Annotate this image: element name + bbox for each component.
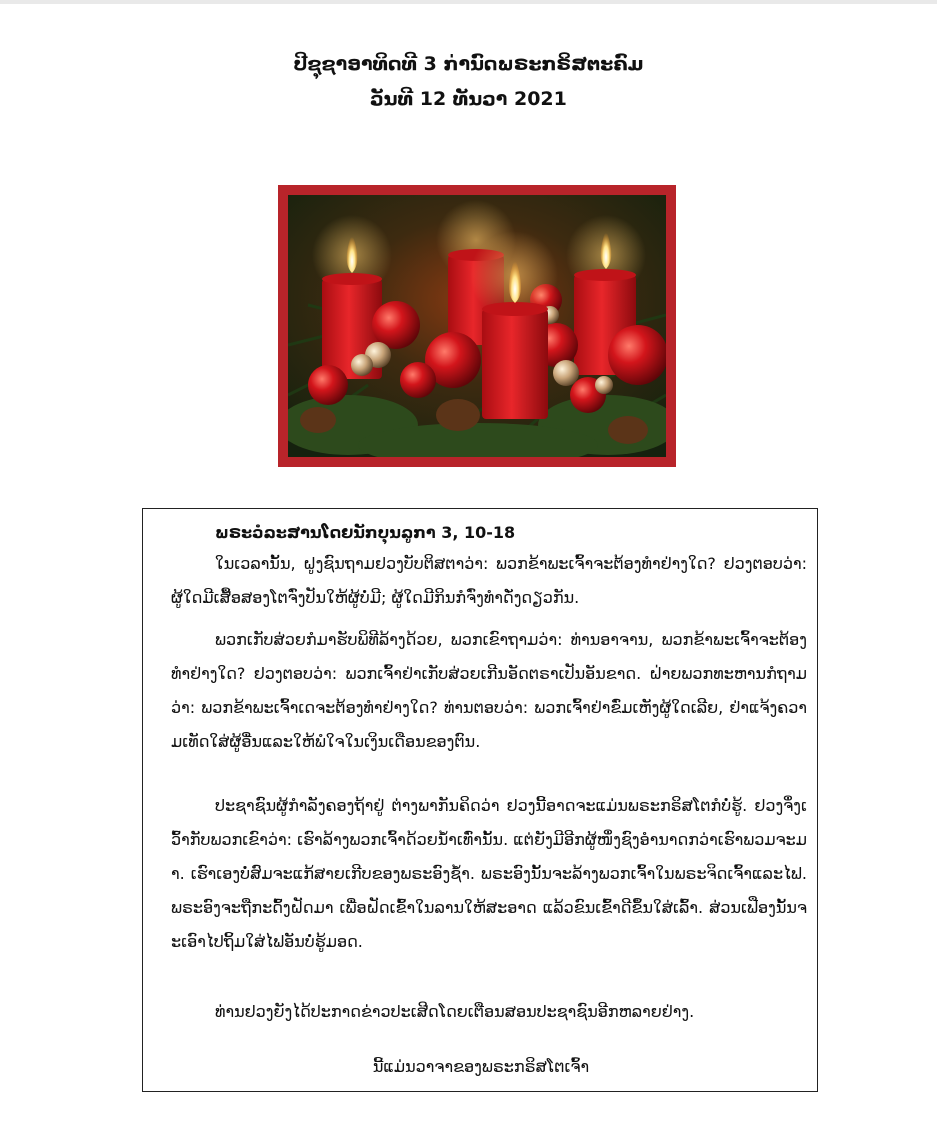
reading-paragraph-2: ພວກເກັບສ່ວຍກໍມາຮັບພິທີລ້າງດ້ວຍ, ພວກເຂົາຖາມວ່າ: ທ່ານອາຈານ, ພວກຂ້າພະເຈົ້າຈະຕ້ອງທຳຢ່າງໃດ? ຢວງຕອບວ່າ: ພວກເຈົ້າຢ່າເກັບສ່ວຍເກີນອັດຕຣາເປັນອັນຂາດ. ຝ່າຍພວກທະຫານກໍຖາມວ່າ: ພວກຂ້າພະເຈົ້າເດຈະຕ້ອງທຳຢ່າງໃດ? ທ່ານຕອບວ່າ: ພວກເຈົ້າຢ່າຂົ່ມເຫັງຜູ້ໃດເລີຍ, ຢ່າແຈ້ງຄວາມເທັດໃສ່ຜູ້ອື່ນແລະໃຫ້ພໍໃຈໃນເງິນເດືອນຂອງຕົນ. — [171, 630, 807, 751]
reading-paragraph-4: ທ່ານຢວງຍັງໄດ້ປະກາດຂ່າວປະເສີດໂດຍເຕືອນສອນປະຊາຊົນອີກຫລາຍຢ່າງ. — [215, 1002, 695, 1021]
reading-closing: ນີ້ແມ່ນວາຈາຂອງພຣະກຣິສໂຕເຈົ້າ — [372, 1057, 590, 1076]
page-title: ປີຊຸຊາອາທິດທີ 3 ກ່ານົດພຣະກຣິສຕະຄົມ — [293, 53, 644, 75]
reading-title: ພຣະວໍລະສານໂດຍນັກບຸນລູກາ 3, 10-18 — [215, 523, 516, 542]
top-edge-line — [0, 0, 937, 4]
candles-illustration — [288, 195, 666, 457]
reading-paragraph-1: ໃນເວລານັ້ນ, ຝູງຊົນຖາມຢວງບັບຕິສຕາວ່າ: ພວກຂ້າພະເຈົ້າຈະຕ້ອງທຳຢ່າງໃດ? ຢວງຕອບວ່າ: ຜູ້ໃດມີເສື້ອສອງໂຕຈົ່ງປັນໃຫ້ຜູ້ບໍ່ມີ; ຜູ້ໃດມີກິນກໍຈົ່ງທຳດັ່ງດຽວກັນ. — [171, 554, 807, 607]
page-date: ວັນທີ 12 ທັນວາ 2021 — [370, 88, 567, 110]
reading-box — [142, 508, 818, 1092]
reading-paragraph-3: ປະຊາຊົນຜູ້ກຳລັງຄອງຖ້າຢູ່ ຕ່າງພາກັນຄິດວ່າ ຢວງນີ້ອາດຈະແມ່ນພຣະກຣິສໂຕກໍບໍ່ຮູ້. ຢວງຈຶ່ງເວົ້າກັບພວກເຂົາວ່າ: ເຮົາລ້າງພວກເຈົ້າດ້ວຍນ້ຳເທົ່ານັ້ນ. ແຕ່ຍັງມີອີກຜູ້ໜຶ່ງຊົງອຳນາດກວ່າເຮົາພວມຈະມາ. ເຮົາເອງບໍ່ສົມຈະແກ້ສາຍເກີບຂອງພຣະອົງຊ້ຳ. ພຣະອົງນັ້ນຈະລ້າງພວກເຈົ້າໃນພຣະຈິດເຈົ້າແລະໄຟ. ພຣະອົງຈະຖືກະດົ້ງຝັດມາ ເພື່ອຝັດເຂົ້າໃນລານໃຫ້ສະອາດ ແລ້ວຂົນເຂົ້າດີຂຶ້ນໃສ່ເລົ້າ. ສ່ວນເຟືອງນັ້ນຈະເອົາໄປຖິ້ມໃສ່ໄຟອັນບໍ່ຮູ້ມອດ. — [171, 796, 807, 951]
advent-candles-image — [278, 185, 676, 467]
